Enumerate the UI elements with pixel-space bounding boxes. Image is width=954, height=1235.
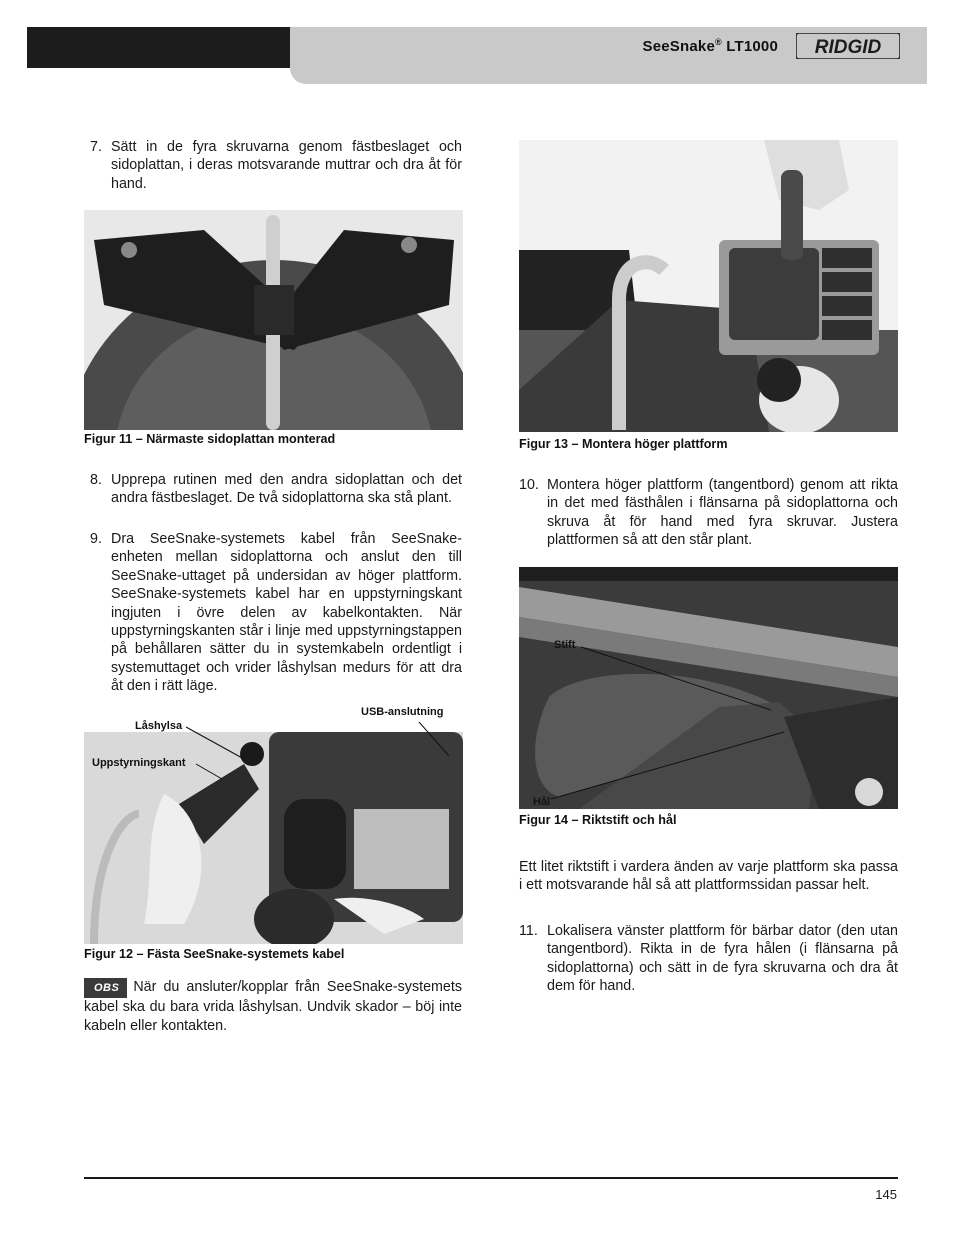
- step-11: [519, 922, 898, 996]
- obs-note: [84, 978, 462, 1035]
- header-title: SeeSnake® LT1000: [642, 37, 778, 55]
- ridgid-logo: [796, 33, 900, 59]
- step-text: Upprepa rutinen med den andra sidoplattan och det andra fästbeslaget. De två sidoplattorna ska stå plant.: [111, 472, 462, 507]
- step-number: 9.: [90, 531, 102, 547]
- step-text: Lokalisera vänster plattform för bärbar dator (den utan tangentbord). Rikta in de fyra hålen (i flänsarna på sidoplattorna) och sätt in de fyra skruvarna och dra åt dem för hand.: [547, 923, 898, 995]
- step-number: 8.: [90, 472, 102, 488]
- callout-hal: Hål: [533, 796, 551, 808]
- step-text: Dra SeeSnake-systemets kabel från SeeSnake-enheten mellan sidoplattorna och anslut den till SeeSnake-uttaget på undersidan av höger plattform. SeeSnake-systemets kabel har en uppstyrningskant ingjuten i övre delen av kabelkontakten. När uppstyrningskanten står i linje med uppstyrningstappen på behållaren sätter du in systemkabeln ordentligt i systemuttaget och vrider låshylsan medurs för att dra åt den i rätt läge.: [111, 531, 462, 695]
- obs-text: När du ansluter/kopplar från SeeSnake-systemets kabel ska du bara vrida låshylsan. Undvik skador – böj inte kabeln eller kontakten.: [84, 979, 462, 1034]
- figure-12-caption: Figur 12 – Fästa SeeSnake-systemets kabel: [84, 947, 345, 961]
- step-10: [519, 476, 898, 550]
- figure-11-caption: Figur 11 – Närmaste sidoplattan monterad: [84, 432, 336, 446]
- step-text: Sätt in de fyra skruvarna genom fästbeslaget och sidoplattan, i deras motsvarande muttrar och dra åt för hand.: [111, 139, 462, 192]
- step-7: [90, 138, 462, 193]
- step-number: 11.: [519, 923, 538, 939]
- figure-13-caption: Figur 13 – Montera höger plattform: [519, 437, 728, 451]
- step-text: Montera höger plattform (tangentbord) genom att rikta in det med fästhålen i flänsarna på sidoplattorna och skruva åt för hand med fyra skruvar. Justera plattformen så att den står plant.: [547, 477, 898, 549]
- page-number: 145: [875, 1187, 897, 1202]
- step-8: [90, 471, 462, 508]
- figure-11-photo: [84, 210, 463, 430]
- callout-uppstyrningskant: Uppstyrningskant: [92, 757, 186, 769]
- footer-rule: [84, 1177, 898, 1179]
- step-number: 10.: [519, 477, 539, 493]
- figure-14-caption: Figur 14 – Riktstift och hål: [519, 813, 677, 827]
- logo-text: RIDGID: [814, 37, 882, 58]
- figure-12-photo: [84, 704, 463, 944]
- figure-14-photo: [519, 567, 898, 809]
- header-black-band: [27, 27, 290, 68]
- paragraph-riktstift: Ett litet riktstift i vardera änden av varje plattform ska passa i ett motsvarande hål så att plattformssidan passar helt.: [519, 859, 898, 894]
- step-9: [90, 530, 462, 696]
- figure-13-photo: [519, 140, 898, 432]
- obs-badge: OBS: [84, 978, 127, 998]
- callout-usb: USB-anslutning: [361, 706, 444, 718]
- step-number: 7.: [90, 139, 102, 155]
- callout-stift: Stift: [554, 639, 576, 651]
- header-gray-tab: [290, 68, 927, 84]
- callout-lashylsa: Låshylsa: [135, 720, 183, 732]
